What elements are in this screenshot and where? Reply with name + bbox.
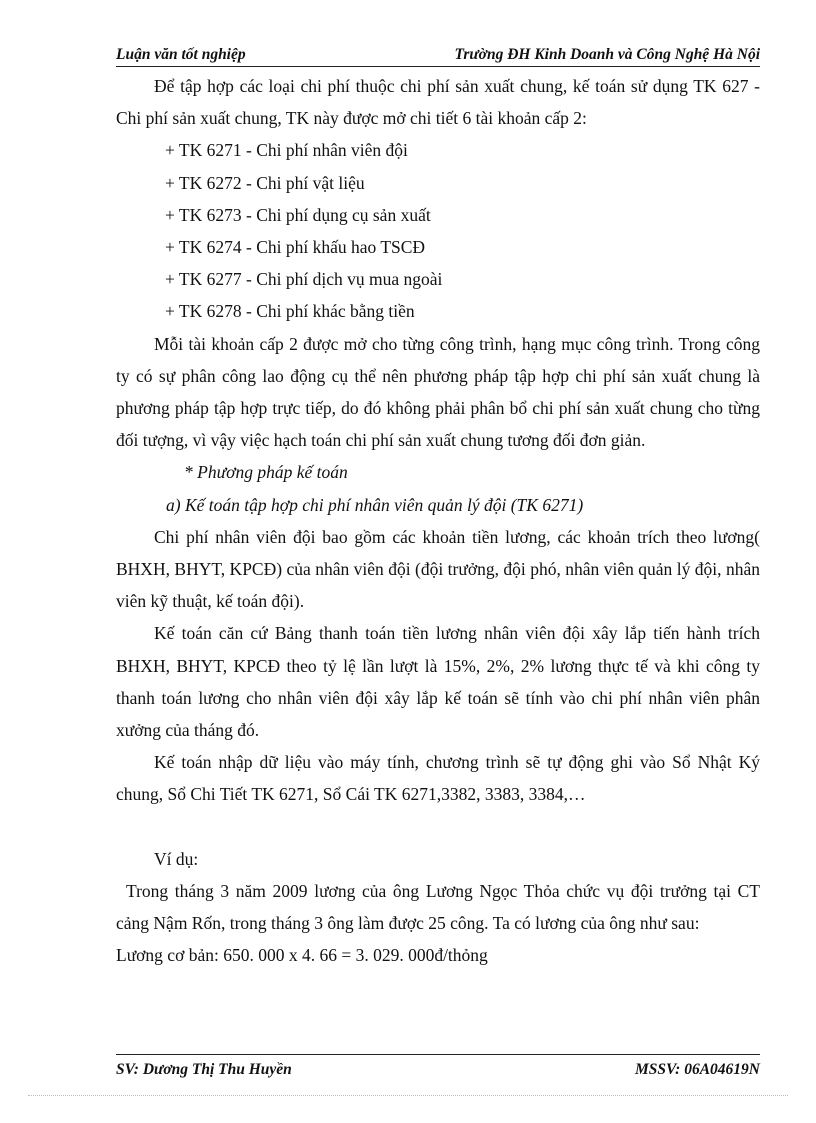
list-item-tk6277: + TK 6277 - Chi phí dịch vụ mua ngoài — [165, 269, 443, 290]
footer-student-name: SV: Dương Thị Thu Huyền — [116, 1061, 292, 1078]
footer-student-id: MSSV: 06A04619N — [634, 1061, 760, 1078]
list-item-tk6271: + TK 6271 - Chi phí nhân viên đội — [165, 140, 408, 161]
page-footer — [116, 1054, 760, 1079]
page-bottom-edge — [28, 1095, 788, 1096]
paragraph-account-detail: Mỗi tài khoản cấp 2 được mở cho từng công trình, hạng mục công trình. Trong công ty có sự phân công lao động cụ thể nên phương pháp tập hợp chi phí sản xuất chung là phương pháp tập hợp trực tiếp, do đó không phải phân bổ chi phí sản xuất chung cho từng đối tượng, vì vậy việc hạch toán chi phí sản xuất chung tương đối đơn giản. — [116, 333, 760, 451]
paragraph-example-label: Ví dụ: — [154, 848, 199, 869]
paragraph-payroll-basis: Kế toán căn cứ Bảng thanh toán tiền lương nhân viên đội xây lắp tiến hành trích BHXH, BHYT, KPCĐ theo tỷ lệ lần lượt là 15%, 2%, 2% lương thực tế và khi công ty thanh toán lương cho nhân viên đội xây lắp kế toán sẽ tính vào chi phí nhân viên phân xưởng của tháng đó. — [116, 623, 760, 741]
list-item-tk6278: + TK 6278 - Chi phí khác bằng tiền — [165, 301, 415, 322]
list-item-tk6274: + TK 6274 - Chi phí khấu hao TSCĐ — [165, 237, 426, 258]
heading-method: * Phương pháp kế toán — [184, 462, 348, 483]
paragraph-staff-cost: Chi phí nhân viên đội bao gồm các khoản tiền lương, các khoản trích theo lương( BHXH, BHYT, KPCĐ) của nhân viên đội (đội trưởng, đội phó, nhân viên quản lý đội, nhân viên kỹ thuật, kế toán đội). — [116, 526, 760, 612]
blank-line — [116, 811, 760, 843]
header-thesis-label: Luận văn tốt nghiệp — [116, 46, 246, 63]
header-university-name: Trường ĐH Kinh Doanh và Công Nghệ Hà Nội — [454, 46, 760, 63]
heading-section-a: a) Kế toán tập hợp chi phí nhân viên quản lý đội (TK 6271) — [166, 494, 584, 515]
paragraph-intro: Để tập hợp các loại chi phí thuộc chi phí sản xuất chung, kế toán sử dụng TK 627 - Chi phí sản xuất chung, TK này được mở chi tiết 6 tài khoản cấp 2: — [116, 76, 760, 129]
list-item-tk6272: + TK 6272 - Chi phí vật liệu — [165, 172, 365, 193]
paragraph-base-salary: Lương cơ bản: 650. 000 x 4. 66 = 3. 029. 000đ/thỏng — [116, 945, 488, 966]
page-header — [116, 46, 760, 67]
list-item-tk6273: + TK 6273 - Chi phí dụng cụ sản xuất — [165, 204, 431, 225]
document-body — [116, 70, 760, 971]
paragraph-data-entry: Kế toán nhập dữ liệu vào máy tính, chương trình sẽ tự động ghi vào Sổ Nhật Ký chung, Sổ Chi Tiết TK 6271, Sổ Cái TK 6271,3382, 3383, 3384,… — [116, 752, 760, 805]
paragraph-example: Trong tháng 3 năm 2009 lương của ông Lương Ngọc Thỏa chức vụ đội trưởng tại CT cảng Nậm Rốn, trong tháng 3 ông làm được 25 công. Ta có lương của ông như sau: — [116, 880, 760, 934]
